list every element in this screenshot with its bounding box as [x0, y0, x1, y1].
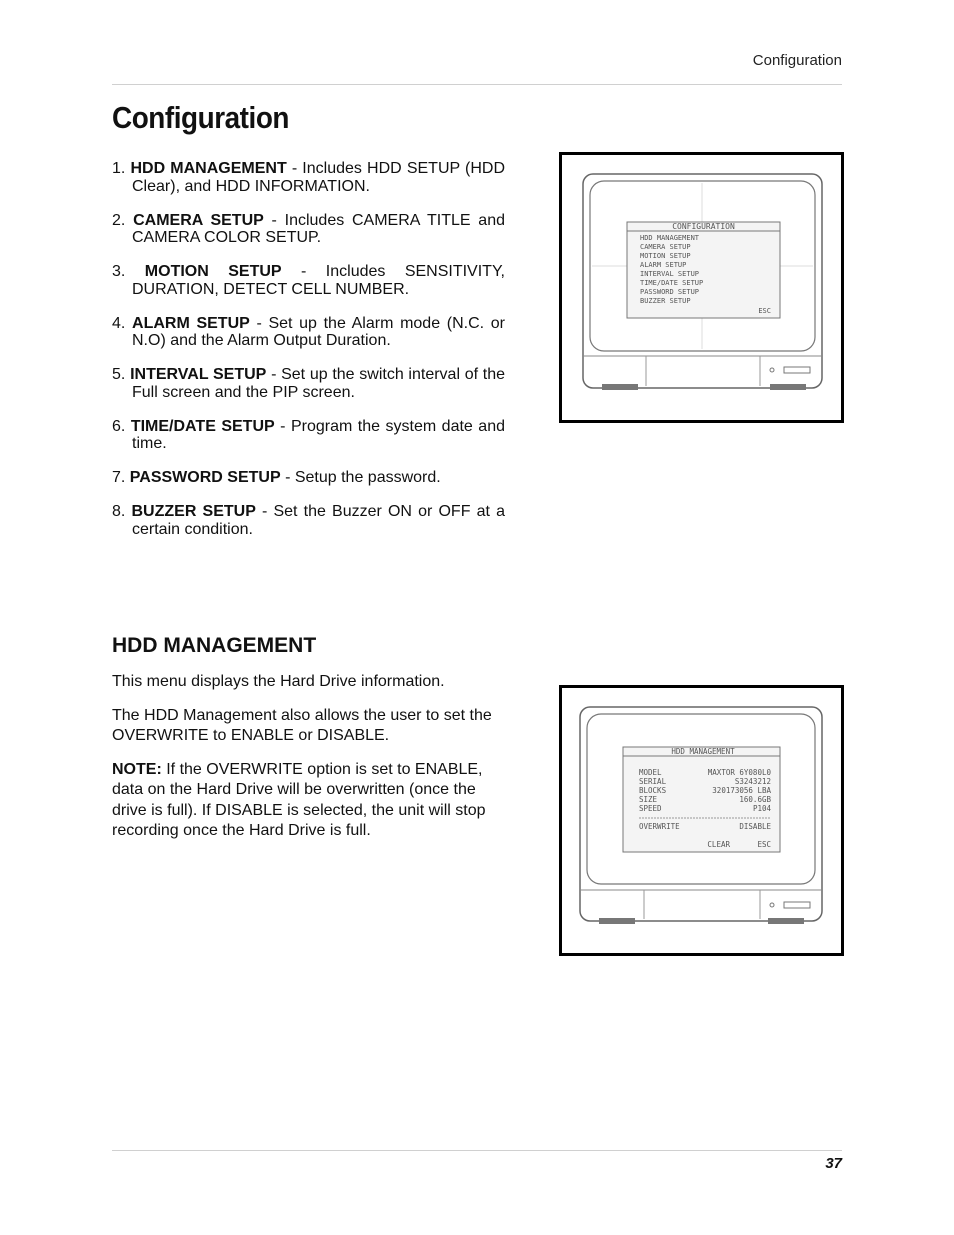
osd-menu-title: CONFIGURATION [672, 222, 735, 231]
config-list [112, 160, 505, 555]
list-item: 8. BUZZER SETUP - Set the Buzzer ON or OFF at a certain condition. [112, 503, 506, 538]
osd-row-label: SIZE [639, 795, 658, 804]
monitor-illustration [562, 688, 841, 953]
osd-menu-item: CAMERA SETUP [640, 243, 691, 251]
note-label: NOTE: [112, 761, 162, 778]
list-item: 1. HDD MANAGEMENT - Includes HDD SETUP (HDD Clear), and HDD INFORMATION. [112, 160, 506, 195]
footer-rule [112, 1150, 842, 1151]
header-rule [112, 84, 842, 85]
list-item: 3. MOTION SETUP - Includes SENSITIVITY, DURATION, DETECT CELL NUMBER. [112, 263, 506, 298]
osd-row-label: SPEED [639, 804, 662, 813]
osd-overwrite-label: OVERWRITE [639, 822, 680, 831]
monitor-illustration [562, 155, 841, 420]
osd-esc-label: ESC [758, 307, 771, 315]
page-title: Configuration [112, 100, 290, 135]
osd-menu-item: ALARM SETUP [640, 261, 687, 269]
section-heading: HDD MANAGEMENT [112, 634, 317, 657]
osd-menu-title: HDD MANAGEMENT [671, 747, 735, 756]
running-header: Configuration [752, 52, 842, 69]
osd-menu-item: MOTION SETUP [640, 252, 691, 260]
osd-row-label: BLOCKS [639, 786, 667, 795]
list-item: 7. PASSWORD SETUP - Setup the password. [112, 469, 441, 486]
note-paragraph [112, 760, 507, 841]
list-item: 2. CAMERA SETUP - Includes CAMERA TITLE and CAMERA COLOR SETUP. [112, 211, 505, 246]
list-item: 4. ALARM SETUP - Set up the Alarm mode (N.C. or N.O) and the Alarm Output Duration. [112, 314, 505, 349]
osd-esc-label: ESC [757, 840, 771, 849]
osd-row-value: P104 [752, 804, 771, 813]
osd-row-value: 160.6GB [739, 795, 771, 804]
osd-menu-item: TIME/DATE SETUP [640, 279, 704, 287]
osd-overwrite-value: DISABLE [739, 822, 771, 831]
osd-row-value: 320173056 LBA [712, 786, 771, 795]
osd-row-value: MAXTOR 6Y080L0 [707, 768, 771, 777]
osd-clear-label: CLEAR [707, 840, 730, 849]
osd-row-value: S3243212 [734, 777, 771, 786]
paragraph: This menu displays the Hard Drive information. [112, 673, 445, 690]
osd-row-label: MODEL [639, 768, 662, 777]
osd-menu-item: PASSWORD SETUP [640, 288, 700, 296]
page-number: 37 [825, 1155, 842, 1172]
configuration-screen-figure [559, 152, 844, 423]
osd-row-label: SERIAL [639, 777, 667, 786]
osd-menu-item: HDD MANAGEMENT [640, 234, 700, 242]
hdd-management-screen-figure [559, 685, 844, 956]
list-item: 5. INTERVAL SETUP - Set up the switch interval of the Full screen and the PIP screen. [112, 366, 506, 401]
paragraph: The HDD Management also allows the user to set the OVERWRITE to ENABLE or DISABLE. [112, 707, 492, 745]
osd-menu-item: BUZZER SETUP [640, 297, 691, 305]
osd-menu-item: INTERVAL SETUP [640, 270, 700, 278]
note-text: If the OVERWRITE option is set to ENABLE, data on the Hard Drive will be overwritten (once the drive is full). If DISABLE is selected, the unit will stop recording once the Hard Drive is full. [112, 761, 486, 839]
list-item: 6. TIME/DATE SETUP - Program the system date and time. [112, 417, 505, 452]
